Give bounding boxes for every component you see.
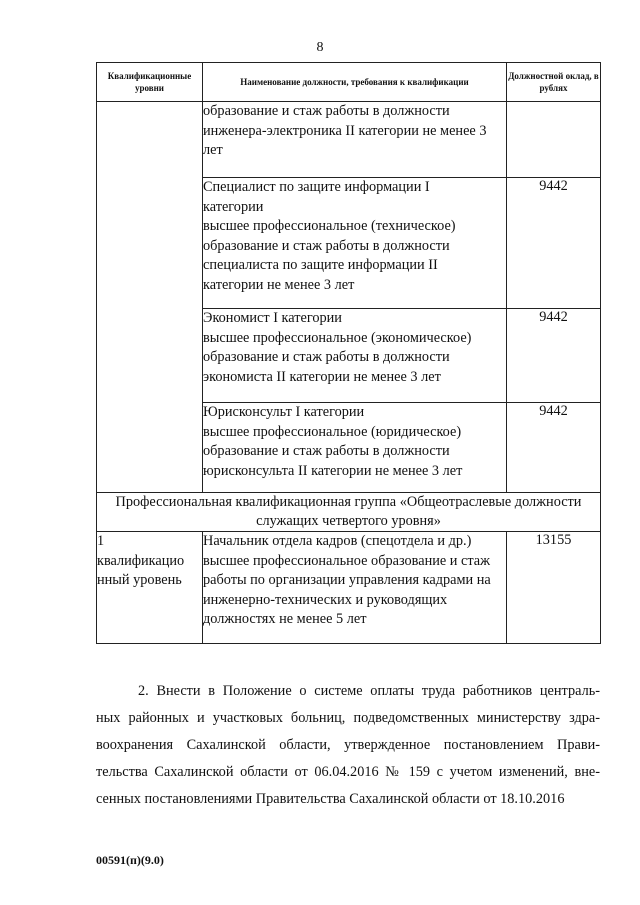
text-line: высшее профессиональное образование и стаж (203, 552, 491, 569)
text-line: Экономист I категории (203, 310, 342, 326)
paragraph-line: воохранения Сахалинской области, утвержденное постановлением Прави- (96, 737, 600, 753)
text-line: категории (203, 198, 264, 215)
text-line: нный уровень (97, 572, 182, 588)
text-line: категории не менее 3 лет (203, 276, 355, 293)
paragraph-line: 2. Внести в Положение о системе оплаты труда работников централь- (138, 683, 600, 699)
text-line: специалиста по защите информации II (203, 257, 438, 273)
table-row (97, 532, 601, 644)
qualification-table (96, 62, 601, 644)
text-line: высшее профессиональное (техническое) (203, 218, 456, 234)
text-line: образование и стаж работы в должности (203, 349, 450, 365)
text-line: инженера-электроника II категории не менее 3 (203, 122, 487, 139)
text-line: работы по организации управления кадрами на (203, 572, 491, 588)
page-number: 8 (316, 40, 324, 55)
text-line: Начальник отдела кадров (спецотдела и др.) (203, 533, 472, 549)
salary-cell: 9442 (507, 403, 601, 493)
salary-cell: 9442 (507, 178, 601, 309)
text-line: высшее профессиональное (экономическое) (203, 329, 472, 346)
group-title: Профессиональная квалификационная группа «Общеотраслевые должности служащих четвертого уровня» (97, 493, 601, 532)
header-salary: Должностной оклад, в рублях (507, 63, 601, 102)
text-line: лет (203, 142, 223, 158)
group-title-row (97, 493, 601, 532)
salary-cell: 13155 (507, 532, 601, 644)
text-line: Юрисконсульт I категории (203, 404, 365, 420)
position-cell (203, 403, 507, 493)
level-cell-empty (97, 102, 203, 493)
position-cell (203, 102, 507, 178)
document-code: 00591(п)(9.0) (96, 853, 164, 867)
text-line: инженерно-технических и руководящих (203, 591, 448, 608)
text-line: Специалист по защите информации I (203, 179, 430, 195)
text-line: 1 (97, 533, 105, 549)
header-position: Наименование должности, требования к квалификации (203, 63, 507, 102)
table-header-row (97, 63, 601, 102)
salary-cell (507, 102, 601, 178)
salary-cell: 9442 (507, 309, 601, 403)
position-cell (203, 309, 507, 403)
text-line: должностях не менее 5 лет (203, 611, 367, 627)
level-cell (97, 532, 203, 644)
paragraph-line: ных районных и участковых больниц, подведомственных министерству здра- (96, 710, 600, 726)
position-cell (203, 178, 507, 309)
position-cell (203, 532, 507, 644)
text-line: юрисконсульта II категории не менее 3 лет (203, 462, 463, 479)
text-line: образование и стаж работы в должности (203, 443, 450, 459)
text-line: квалификацио (97, 552, 185, 569)
text-line: высшее профессиональное (юридическое) (203, 423, 462, 440)
paragraph-line: тельства Сахалинской области от 06.04.2016 № 159 с учетом изменений, вне- (96, 764, 600, 780)
text-line: образование и стаж работы в должности (203, 103, 450, 119)
text-line: экономиста II категории не менее 3 лет (203, 368, 441, 385)
paragraph-line: сенных постановлениями Правительства Сахалинской области от 18.10.2016 (96, 791, 565, 807)
header-levels: Квалификационные уровни (97, 63, 203, 102)
text-line: образование и стаж работы в должности (203, 237, 450, 254)
table-row (97, 102, 601, 178)
